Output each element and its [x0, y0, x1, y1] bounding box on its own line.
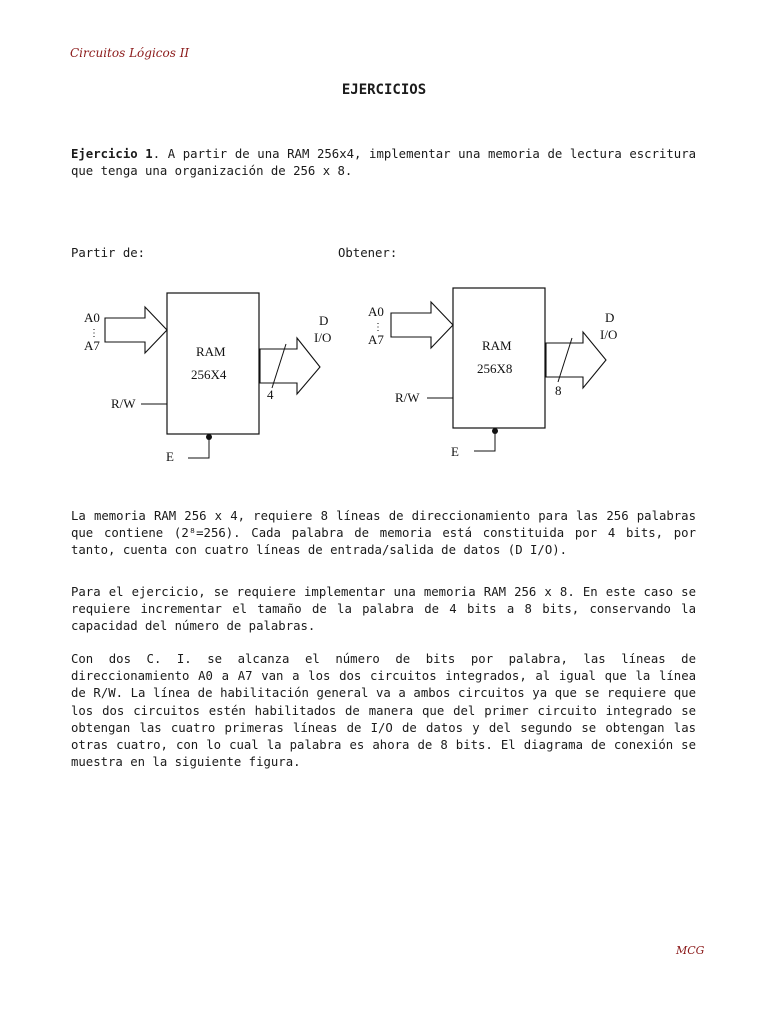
- exercise-label: Ejercicio 1: [71, 147, 153, 161]
- addr-top-left: A0: [84, 310, 100, 325]
- addr-dots-right: ⋮: [373, 322, 383, 333]
- bus-width-right: 8: [555, 383, 562, 398]
- address-bus-arrow-left: [105, 307, 167, 353]
- bus-slash-right: [558, 338, 572, 382]
- label-from: Partir de:: [71, 246, 146, 260]
- enable-line-left: [188, 437, 209, 458]
- label-obtain: Obtener:: [338, 246, 398, 260]
- enable-line-right: [474, 431, 495, 451]
- data-bus-arrow-left: [260, 338, 320, 394]
- out-d-right: D: [605, 310, 615, 325]
- addr-dots-left: ⋮: [89, 328, 99, 339]
- diagram-right: [368, 288, 617, 459]
- author-initials: MCG: [676, 944, 705, 957]
- exercise-text: . A partir de una RAM 256x4, implementar una memoria de lectura escritura que tenga una organización de 256 x 8.: [71, 147, 697, 179]
- rw-label-right: R/W: [395, 390, 420, 405]
- out-d-left: D: [319, 313, 329, 328]
- addr-bottom-right: A7: [368, 332, 384, 347]
- ram-chip-right: [453, 288, 545, 428]
- chip-line2-left: 256X4: [191, 367, 227, 382]
- paragraph-3: Con dos C. I. se alcanza el número de bits por palabra, las líneas de direccionamiento A0 a A7 van a los dos circuitos integrados, al igual que la línea de R/W. La línea de habilitación general va a ambos circuitos ya que se requiere que los dos circuitos estén habilitados de manera que del primer circuito integrado se obtengan las cuatro primeras líneas de I/O de datos y del segundo se obtengan las otras cuatro, con lo cual la palabra es ahora de 8 bits. El diagrama de conexión se muestra en la siguiente figura.: [71, 652, 696, 770]
- out-io-left: I/O: [314, 330, 332, 345]
- paragraph-2: Para el ejercicio, se requiere implementar una memoria RAM 256 x 8. En este caso se requiere incrementar el tamaño de la palabra de 4 bits a 8 bits, conservando la capacidad del número de palabras.: [71, 585, 696, 634]
- rw-label-left: R/W: [111, 396, 136, 411]
- addr-bottom-left: A7: [84, 338, 100, 353]
- address-bus-arrow-right: [391, 302, 453, 348]
- addr-top-right: A0: [368, 304, 384, 319]
- ram-chip-left: [167, 293, 259, 434]
- course-header: Circuitos Lógicos II: [70, 46, 190, 60]
- diagram-left: [84, 293, 331, 464]
- chip-line1-left: RAM: [196, 344, 226, 359]
- paragraph-1: La memoria RAM 256 x 4, requiere 8 líneas de direccionamiento para las 256 palabras que contiene (2⁸=256). Cada palabra de memoria está constituida por 4 bits, por tanto, cuenta con cuatro líneas de entrada/salida de datos (D I/O).: [71, 509, 696, 558]
- enable-label-right: E: [451, 444, 459, 459]
- ram-diagrams: [0, 0, 768, 500]
- chip-line1-right: RAM: [482, 338, 512, 353]
- out-io-right: I/O: [600, 327, 618, 342]
- data-bus-arrow-right: [546, 332, 606, 388]
- enable-label-left: E: [166, 449, 174, 464]
- bus-slash-left: [272, 344, 286, 388]
- bus-width-left: 4: [267, 387, 274, 402]
- page-title: EJERCICIOS: [341, 82, 427, 98]
- chip-line2-right: 256X8: [477, 361, 513, 376]
